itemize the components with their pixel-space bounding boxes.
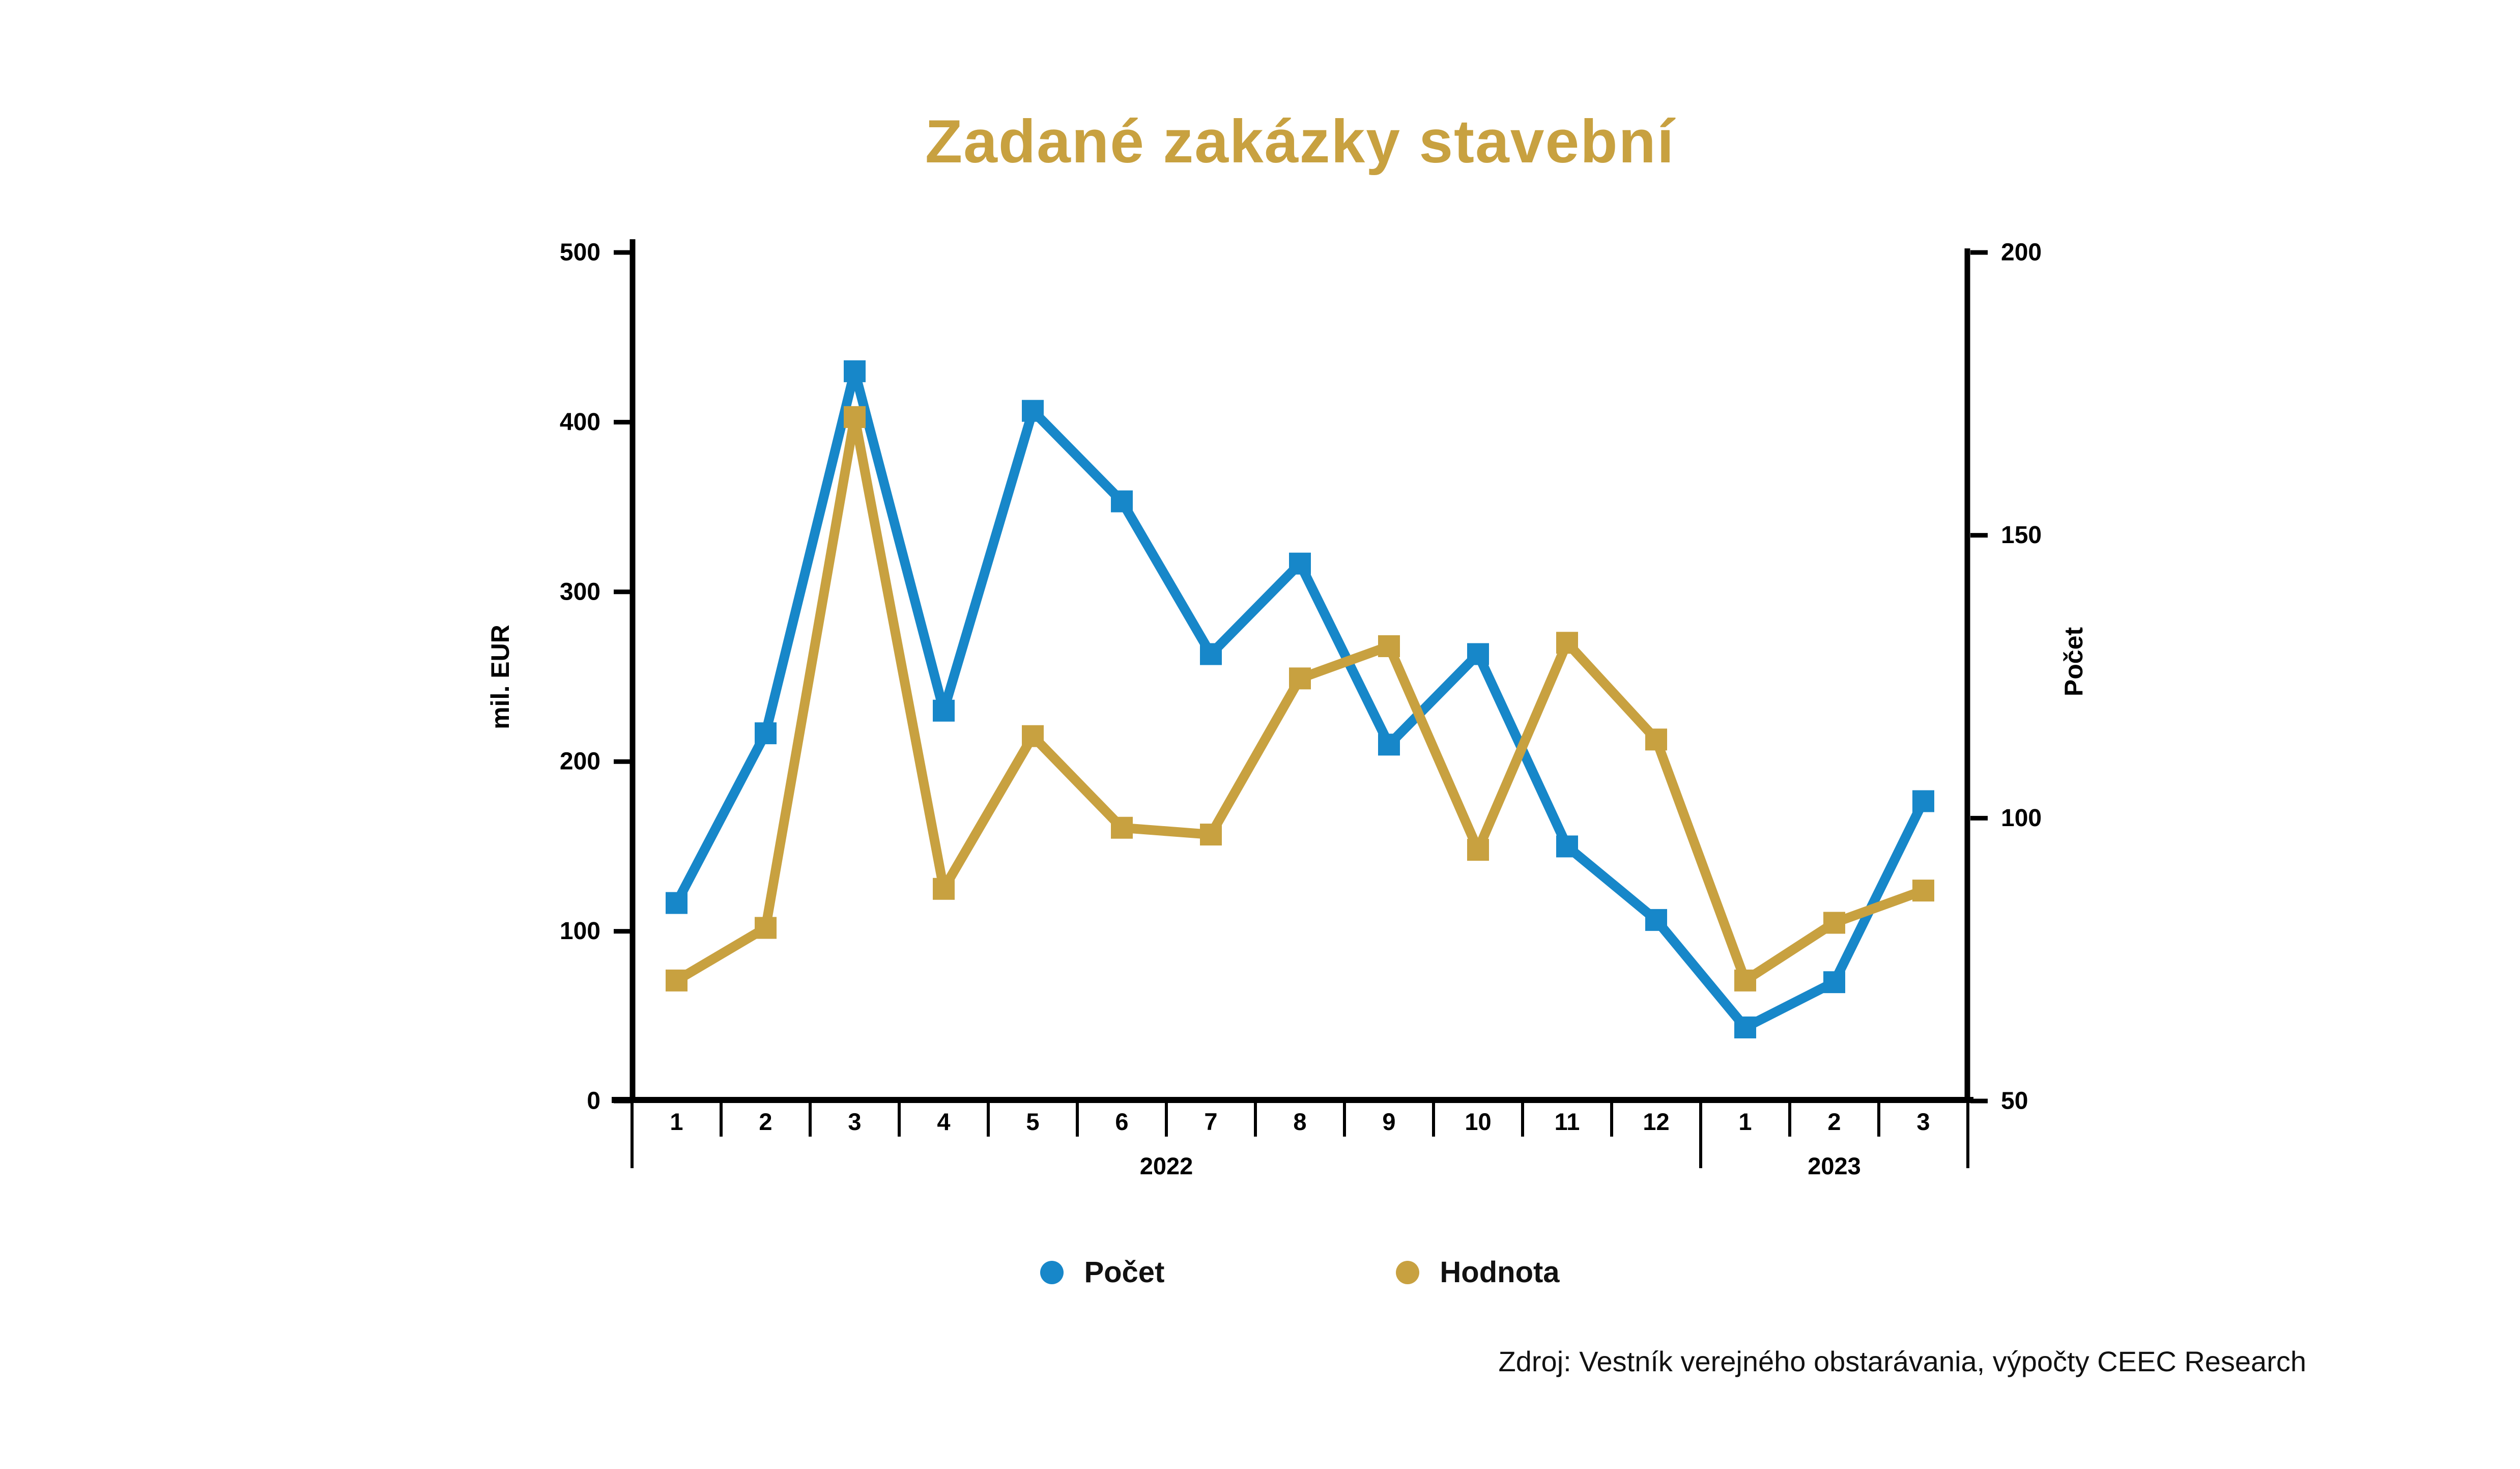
legend-item-pocet — [1040, 1255, 1164, 1289]
pocet-marker — [1200, 643, 1222, 665]
y-left-tick-label: 500 — [559, 239, 600, 266]
y-right-tick-label: 50 — [2001, 1087, 2028, 1115]
legend — [632, 1255, 1968, 1289]
y-left-tick-label: 100 — [559, 918, 600, 945]
legend-label-hodnota: Hodnota — [1440, 1256, 1560, 1289]
hodnota-marker — [1556, 632, 1578, 654]
legend-item-hodnota — [1396, 1255, 1559, 1289]
hodnota-marker — [1467, 839, 1489, 861]
x-month-label: 4 — [937, 1108, 951, 1135]
y-left-axis-title: mil. EUR — [486, 625, 514, 729]
pocet-marker — [1645, 909, 1667, 931]
x-month-label: 9 — [1382, 1108, 1396, 1135]
pocet-marker — [755, 722, 777, 744]
pocet-series-swatch — [1040, 1261, 1064, 1284]
x-month-label: 1 — [670, 1108, 683, 1135]
legend-label-pocet: Počet — [1084, 1256, 1165, 1289]
pocet-marker — [933, 700, 955, 722]
y-left-tick-label: 300 — [559, 578, 600, 606]
x-month-label: 7 — [1204, 1108, 1218, 1135]
pocet-marker — [844, 360, 866, 382]
pocet-marker — [666, 892, 688, 914]
x-month-label: 6 — [1115, 1108, 1129, 1135]
hodnota-marker — [1200, 824, 1222, 845]
pocet-marker — [1022, 400, 1044, 422]
y-left-tick-label: 400 — [559, 408, 600, 436]
pocet-marker — [1467, 643, 1489, 665]
x-year-label: 2022 — [1139, 1152, 1193, 1179]
hodnota-marker — [755, 917, 777, 939]
x-month-label: 8 — [1293, 1108, 1307, 1135]
x-month-label: 3 — [1916, 1108, 1930, 1135]
x-month-label: 2 — [759, 1108, 772, 1135]
hodnota-marker — [1022, 725, 1044, 747]
y-right-axis-title: Počet — [2059, 627, 2088, 697]
hodnota-marker — [1734, 970, 1756, 992]
chart-title: Zadané zakázky stavební — [925, 107, 1675, 176]
x-month-label: 2 — [1827, 1108, 1841, 1135]
pocet-marker — [1289, 553, 1311, 575]
pocet-marker — [1734, 1016, 1756, 1038]
y-left-tick-label: 200 — [559, 748, 600, 775]
pocet-marker — [1912, 790, 1934, 812]
hodnota-marker — [1823, 912, 1845, 934]
pocet-marker — [1378, 733, 1400, 755]
hodnota-line — [677, 417, 1924, 980]
x-month-label: 5 — [1026, 1108, 1040, 1135]
x-month-label: 10 — [1465, 1108, 1492, 1135]
hodnota-marker — [666, 970, 688, 992]
source-note: Zdroj: Vestník verejného obstarávania, výpočty CEEC Research — [1498, 1345, 2306, 1377]
y-right-tick-label: 100 — [2001, 804, 2042, 832]
pocet-marker — [1111, 490, 1133, 512]
hodnota-marker — [1645, 728, 1667, 750]
y-right-tick-label: 200 — [2001, 239, 2042, 266]
x-month-label: 12 — [1643, 1108, 1670, 1135]
x-month-label: 11 — [1554, 1108, 1580, 1135]
x-month-label: 3 — [848, 1108, 862, 1135]
y-right-tick-label: 150 — [2001, 522, 2042, 549]
x-year-label: 2023 — [1808, 1152, 1861, 1179]
hodnota-series-swatch — [1396, 1261, 1419, 1284]
pocet-marker — [1823, 971, 1845, 993]
hodnota-marker — [1289, 667, 1311, 689]
y-left-tick-label: 0 — [587, 1087, 600, 1115]
hodnota-marker — [1378, 635, 1400, 657]
hodnota-marker — [1111, 817, 1133, 839]
hodnota-marker — [844, 406, 866, 428]
hodnota-marker — [1912, 880, 1934, 901]
x-month-label: 1 — [1738, 1108, 1752, 1135]
hodnota-marker — [933, 878, 955, 900]
pocet-marker — [1556, 835, 1578, 857]
